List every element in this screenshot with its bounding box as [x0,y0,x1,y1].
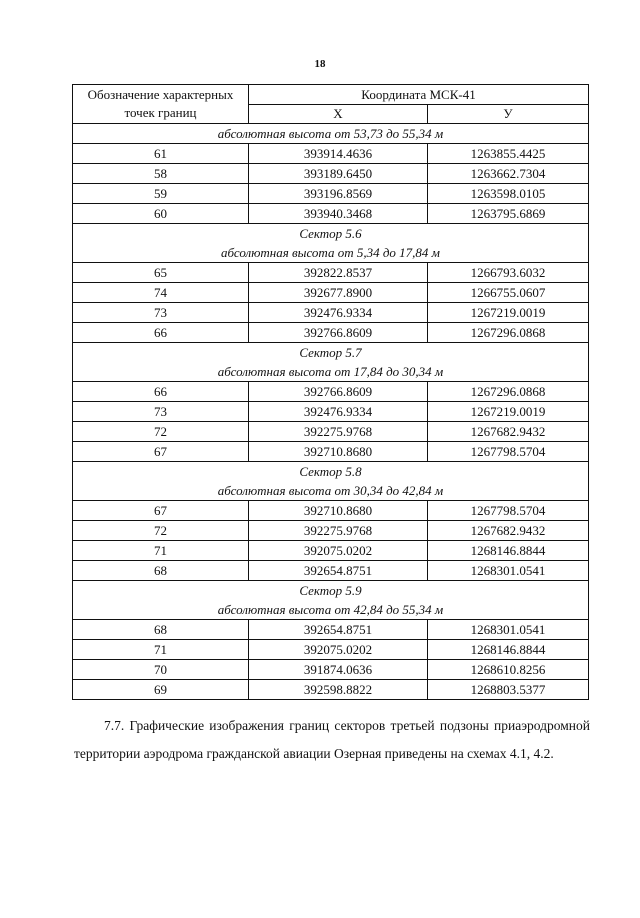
height-range-row [73,600,589,620]
point-id-cell: 72 [73,521,249,541]
height-range: абсолютная высота от 53,73 до 55,34 м [73,124,589,144]
sector-title-row [73,462,589,482]
table-row [73,402,589,422]
table-row [73,323,589,343]
sector-title-row [73,224,589,244]
point-label-header [73,85,249,124]
x-coordinate-cell: 392476.9334 [249,402,428,422]
x-coordinate-cell: 392275.9768 [249,422,428,442]
y-coordinate-cell: 1267798.5704 [428,501,589,521]
height-range-row [73,243,589,263]
y-coordinate-cell: 1268301.0541 [428,561,589,581]
x-coordinate-cell: 392598.8822 [249,680,428,700]
table-row [73,422,589,442]
table-row [73,620,589,640]
table-header [73,85,589,124]
x-coordinate-cell: 393914.4636 [249,144,428,164]
sector-title: Сектор 5.9 [73,581,589,601]
y-coordinate-cell: 1268803.5377 [428,680,589,700]
table-row [73,263,589,283]
sector-title: Сектор 5.7 [73,343,589,363]
height-range-row [73,362,589,382]
x-coordinate-cell: 392710.8680 [249,442,428,462]
y-coordinate-cell: 1267219.0019 [428,402,589,422]
table-row [73,184,589,204]
y-coordinate-cell: 1267296.0868 [428,382,589,402]
height-range: абсолютная высота от 42,84 до 55,34 м [73,600,589,620]
x-coordinate-cell: 393940.3468 [249,204,428,224]
y-coordinate-cell: 1268146.8844 [428,640,589,660]
table-row [73,144,589,164]
y-coordinate-cell: 1263662.7304 [428,164,589,184]
x-coordinate-cell: 392275.9768 [249,521,428,541]
point-id-cell: 68 [73,561,249,581]
x-coordinate-cell: 393189.6450 [249,164,428,184]
table-row [73,640,589,660]
y-coordinate-cell: 1267219.0019 [428,303,589,323]
table-row [73,382,589,402]
table-row [73,164,589,184]
point-label-header-line1: Обозначение характерных [87,87,234,102]
y-coordinate-cell: 1267682.9432 [428,521,589,541]
coordinates-table [72,84,589,700]
x-coordinate-cell: 392822.8537 [249,263,428,283]
coordinate-system-header: Координата МСК-41 [249,85,589,105]
y-coordinate-cell: 1266755.0607 [428,283,589,303]
table-row [73,283,589,303]
x-coordinate-cell: 392766.8609 [249,382,428,402]
x-coordinate-cell: 392677.8900 [249,283,428,303]
point-id-cell: 60 [73,204,249,224]
y-coordinate-cell: 1263855.4425 [428,144,589,164]
height-range: абсолютная высота от 17,84 до 30,34 м [73,362,589,382]
point-id-cell: 74 [73,283,249,303]
point-id-cell: 72 [73,422,249,442]
x-coordinate-cell: 392075.0202 [249,640,428,660]
sector-title: Сектор 5.6 [73,224,589,244]
y-coordinate-cell: 1268301.0541 [428,620,589,640]
point-id-cell: 70 [73,660,249,680]
height-range-row [73,481,589,501]
height-range: абсолютная высота от 5,34 до 17,84 м [73,243,589,263]
table-row [73,541,589,561]
point-label-header-line2: точек границ [124,105,197,120]
table-body [73,124,589,700]
point-id-cell: 58 [73,164,249,184]
point-id-cell: 68 [73,620,249,640]
point-id-cell: 67 [73,501,249,521]
x-coordinate-cell: 392710.8680 [249,501,428,521]
height-range: абсолютная высота от 30,34 до 42,84 м [73,481,589,501]
x-coordinate-cell: 391874.0636 [249,660,428,680]
point-id-cell: 61 [73,144,249,164]
x-coordinate-cell: 392476.9334 [249,303,428,323]
height-range-row [73,124,589,144]
point-id-cell: 73 [73,303,249,323]
y-coordinate-cell: 1268146.8844 [428,541,589,561]
table-row [73,501,589,521]
y-coordinate-cell: 1263795.6869 [428,204,589,224]
x-coordinate-cell: 392075.0202 [249,541,428,561]
point-id-cell: 65 [73,263,249,283]
y-coordinate-cell: 1266793.6032 [428,263,589,283]
point-id-cell: 66 [73,382,249,402]
point-id-cell: 71 [73,640,249,660]
point-id-cell: 59 [73,184,249,204]
sector-title-row [73,581,589,601]
sector-title-row [73,343,589,363]
table-row [73,204,589,224]
table-row [73,442,589,462]
y-coordinate-cell: 1263598.0105 [428,184,589,204]
point-id-cell: 66 [73,323,249,343]
table-row [73,561,589,581]
y-coordinate-cell: 1267296.0868 [428,323,589,343]
point-id-cell: 69 [73,680,249,700]
x-coordinate-cell: 393196.8569 [249,184,428,204]
table-row [73,680,589,700]
y-coordinate-cell: 1267682.9432 [428,422,589,442]
y-column-header: У [428,105,589,124]
table-row [73,303,589,323]
table-row [73,521,589,541]
point-id-cell: 67 [73,442,249,462]
x-coordinate-cell: 392654.8751 [249,561,428,581]
point-id-cell: 73 [73,402,249,422]
point-id-cell: 71 [73,541,249,561]
x-column-header: X [249,105,428,124]
y-coordinate-cell: 1267798.5704 [428,442,589,462]
x-coordinate-cell: 392766.8609 [249,323,428,343]
table-row [73,660,589,680]
x-coordinate-cell: 392654.8751 [249,620,428,640]
y-coordinate-cell: 1268610.8256 [428,660,589,680]
page-number: 18 [314,58,326,70]
sector-title: Сектор 5.8 [73,462,589,482]
paragraph-7-7: 7.7. Графические изображения границ секторов третьей подзоны приаэродромной территории аэродрома гражданской авиации Озерная приведены на схемах 4.1, 4.2. [74,718,590,761]
